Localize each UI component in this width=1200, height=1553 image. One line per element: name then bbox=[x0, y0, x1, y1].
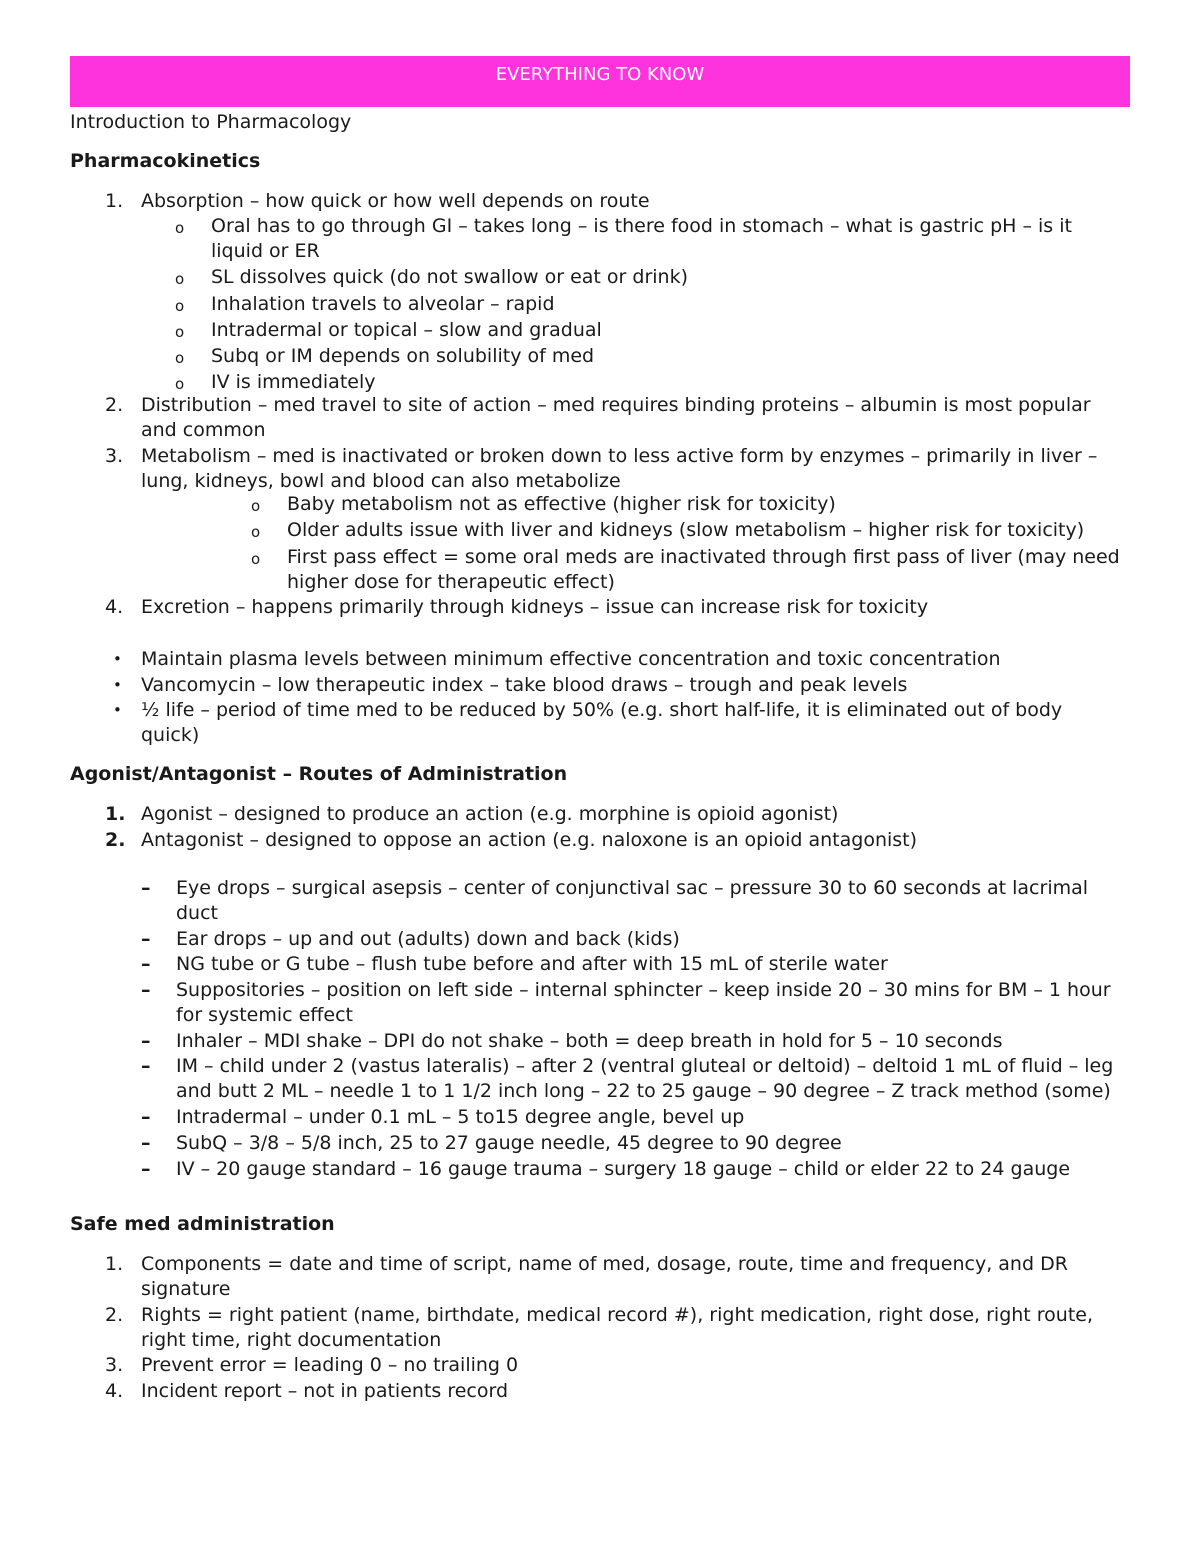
section-heading-agonist-antagonist: Agonist/Antagonist – Routes of Administration bbox=[70, 763, 568, 785]
sub-item bbox=[0, 370, 1121, 395]
list-item bbox=[0, 802, 1121, 827]
sub-text: Older adults issue with liver and kidneys (slow metabolism – higher risk for toxicity) bbox=[287, 519, 1085, 542]
list-number: 1. bbox=[105, 1253, 124, 1275]
list-text: Prevent error = leading 0 – no trailing 0 bbox=[141, 1354, 519, 1377]
list-text: Distribution – med travel to site of action – med requires binding proteins – albumin is most popular and common bbox=[141, 394, 1091, 441]
list-number: 1. bbox=[105, 803, 126, 825]
dash-marker: – bbox=[141, 927, 151, 950]
sub-text: Inhalation travels to alveolar – rapid bbox=[211, 292, 555, 315]
bullet-item bbox=[0, 698, 1121, 748]
sub-marker: o bbox=[175, 270, 185, 289]
sub-item bbox=[0, 265, 1121, 290]
dash-marker: – bbox=[141, 877, 151, 899]
sub-text: SL dissolves quick (do not swallow or eat or drink) bbox=[211, 266, 688, 289]
pharmacokinetics-bullets bbox=[0, 647, 1200, 749]
list-text: Antagonist – designed to oppose an action (e.g. naloxone is an opioid antagonist) bbox=[141, 828, 918, 851]
route-item bbox=[0, 927, 1121, 952]
route-text: IM – child under 2 (vastus lateralis) – after 2 (ventral gluteal or deltoid) – deltoid 1 mL of fluid – leg and butt 2 ML – needle 1 to 1 1/2 inch long – 22 to 25 gauge – 90 degree – Z track method (some) bbox=[176, 1055, 1114, 1103]
sub-text: First pass effect = some oral meds are inactivated through first pass of liver (may need higher dose for therapeutic effect) bbox=[287, 545, 1120, 593]
sub-marker: o bbox=[175, 296, 185, 315]
bullet-text: ½ life – period of time med to be reduced by 50% (e.g. short half-life, it is eliminated out of body quick) bbox=[141, 699, 1063, 747]
route-item bbox=[0, 978, 1121, 1028]
sub-item bbox=[0, 545, 1121, 595]
list-item bbox=[0, 393, 1121, 443]
agonist-list bbox=[0, 802, 1200, 853]
list-text: Excretion – happens primarily through kidneys – issue can increase risk for toxicity bbox=[141, 596, 929, 618]
section-heading-safe-med: Safe med administration bbox=[70, 1213, 335, 1235]
route-text: NG tube or G tube – flush tube before and after with 15 mL of sterile water bbox=[176, 953, 888, 976]
absorption-sublist bbox=[0, 214, 1200, 397]
sub-text: Baby metabolism not as effective (higher risk for toxicity) bbox=[287, 493, 836, 515]
pharmacokinetics-list-cont bbox=[0, 393, 1200, 494]
list-item bbox=[0, 444, 1121, 494]
route-text: Eye drops – surgical asepsis – center of conjunctival sac – pressure 30 to 60 seconds at lacrimal duct bbox=[176, 877, 1089, 924]
list-item bbox=[0, 1379, 1121, 1404]
dash-marker: – bbox=[141, 1029, 151, 1052]
sub-marker: o bbox=[251, 549, 261, 568]
list-text: Metabolism – med is inactivated or broken down to less active form by enzymes – primarily in liver – lung, kidneys, bowl and blood can also metabolize bbox=[141, 444, 1098, 492]
sub-marker: o bbox=[175, 375, 185, 394]
list-number: 2. bbox=[105, 1303, 124, 1326]
bullet-marker: • bbox=[113, 675, 122, 694]
list-number: 4. bbox=[105, 596, 124, 618]
list-item bbox=[0, 828, 1121, 853]
list-item bbox=[0, 1353, 1121, 1378]
intro-line: Introduction to Pharmacology bbox=[70, 111, 352, 133]
list-number: 1. bbox=[105, 190, 124, 212]
sub-marker: o bbox=[251, 497, 261, 515]
route-item bbox=[0, 1054, 1121, 1104]
sub-item bbox=[0, 292, 1121, 317]
list-item bbox=[0, 1303, 1121, 1353]
sub-text: Subq or IM depends on solubility of med bbox=[211, 345, 595, 368]
dash-marker: – bbox=[141, 1131, 151, 1154]
section-heading-pharmacokinetics: Pharmacokinetics bbox=[70, 150, 261, 172]
sub-item bbox=[0, 344, 1121, 369]
bullet-marker: • bbox=[113, 701, 122, 720]
route-item bbox=[0, 952, 1121, 977]
metabolism-sublist bbox=[0, 492, 1200, 596]
list-text: Absorption – how quick or how well depends on route bbox=[141, 190, 650, 212]
bullet-text: Maintain plasma levels between minimum effective concentration and toxic concentration bbox=[141, 648, 1001, 670]
route-item bbox=[0, 1105, 1121, 1130]
pharmacokinetics-list-end bbox=[0, 595, 1200, 621]
list-item bbox=[0, 595, 1121, 620]
dash-marker: – bbox=[141, 953, 151, 976]
route-text: Ear drops – up and out (adults) down and back (kids) bbox=[176, 927, 680, 950]
bullet-marker: • bbox=[113, 650, 122, 668]
routes-list bbox=[0, 876, 1200, 1182]
sub-item bbox=[0, 318, 1121, 343]
list-text: Rights = right patient (name, birthdate, medical record #), right medication, right dose, right route, right time, right documentation bbox=[141, 1303, 1094, 1351]
route-text: Inhaler – MDI shake – DPI do not shake – both = deep breath in hold for 5 – 10 seconds bbox=[176, 1029, 1003, 1052]
list-number: 2. bbox=[105, 394, 124, 416]
route-text: SubQ – 3/8 – 5/8 inch, 25 to 27 gauge needle, 45 degree to 90 degree bbox=[176, 1131, 842, 1154]
sub-item bbox=[0, 492, 1121, 517]
route-text: Intradermal – under 0.1 mL – 5 to15 degree angle, bevel up bbox=[176, 1106, 745, 1129]
list-item bbox=[0, 189, 1121, 214]
sub-text: IV is immediately bbox=[211, 371, 376, 394]
list-text: Incident report – not in patients record bbox=[141, 1380, 509, 1403]
route-text: IV – 20 gauge standard – 16 gauge trauma – surgery 18 gauge – child or elder 22 to 24 gauge bbox=[176, 1157, 1071, 1180]
dash-marker: – bbox=[141, 1106, 151, 1129]
route-item bbox=[0, 1029, 1121, 1054]
sub-item bbox=[0, 214, 1121, 264]
sub-marker: o bbox=[175, 322, 185, 341]
list-number: 4. bbox=[105, 1380, 124, 1403]
route-text: Suppositories – position on left side – internal sphincter – keep inside 20 – 30 mins for BM – 1 hour for systemic effect bbox=[176, 979, 1111, 1027]
route-item bbox=[0, 1131, 1121, 1156]
list-text: Components = date and time of script, name of med, dosage, route, time and frequency, and DR signature bbox=[141, 1253, 1068, 1300]
sub-marker: o bbox=[175, 349, 185, 368]
list-number: 3. bbox=[105, 444, 124, 467]
title-banner: EVERYTHING TO KNOW bbox=[70, 56, 1130, 107]
dash-marker: – bbox=[141, 979, 151, 1002]
sub-text: Intradermal or topical – slow and gradual bbox=[211, 318, 602, 341]
dash-marker: – bbox=[141, 1157, 151, 1180]
sub-marker: o bbox=[175, 219, 185, 237]
bullet-item bbox=[0, 647, 1121, 672]
dash-marker: – bbox=[141, 1055, 151, 1078]
route-item bbox=[0, 876, 1121, 926]
sub-marker: o bbox=[251, 523, 261, 542]
list-item bbox=[0, 1252, 1121, 1302]
bullet-item bbox=[0, 673, 1121, 698]
list-number: 3. bbox=[105, 1354, 124, 1377]
sub-item bbox=[0, 518, 1121, 543]
route-item bbox=[0, 1157, 1121, 1182]
safe-med-list bbox=[0, 1252, 1200, 1405]
list-number: 2. bbox=[105, 828, 126, 851]
sub-text: Oral has to go through GI – takes long – is there food in stomach – what is gastric pH – is it liquid or ER bbox=[211, 215, 1072, 262]
pharmacokinetics-list bbox=[0, 189, 1200, 215]
list-text: Agonist – designed to produce an action (e.g. morphine is opioid agonist) bbox=[141, 803, 839, 825]
bullet-text: Vancomycin – low therapeutic index – take blood draws – trough and peak levels bbox=[141, 673, 908, 696]
